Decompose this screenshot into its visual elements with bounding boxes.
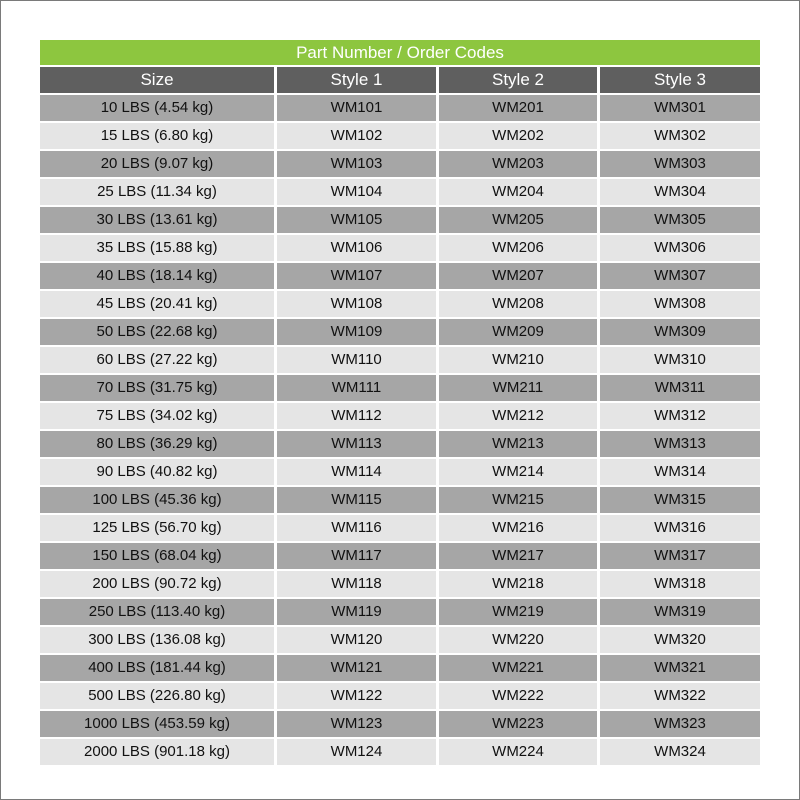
style-1-cell: WM113 — [277, 431, 436, 457]
size-cell: 35 LBS (15.88 kg) — [40, 235, 274, 261]
style-2-cell: WM207 — [439, 263, 597, 289]
style-2-cell: WM204 — [439, 179, 597, 205]
table-header-row — [40, 67, 760, 93]
size-cell: 50 LBS (22.68 kg) — [40, 319, 274, 345]
size-cell: 1000 LBS (453.59 kg) — [40, 711, 274, 737]
style-2-cell: WM211 — [439, 375, 597, 401]
table-row — [40, 291, 760, 317]
table-row — [40, 683, 760, 709]
style-3-cell: WM319 — [600, 599, 760, 625]
table-row — [40, 543, 760, 569]
table-row — [40, 487, 760, 513]
table-row — [40, 515, 760, 541]
style-1-cell: WM111 — [277, 375, 436, 401]
size-cell: 40 LBS (18.14 kg) — [40, 263, 274, 289]
style-2-cell: WM213 — [439, 431, 597, 457]
style-3-cell: WM307 — [600, 263, 760, 289]
size-cell: 75 LBS (34.02 kg) — [40, 403, 274, 429]
style-1-cell: WM119 — [277, 599, 436, 625]
size-cell: 100 LBS (45.36 kg) — [40, 487, 274, 513]
table-row — [40, 263, 760, 289]
table-row — [40, 571, 760, 597]
table-row — [40, 347, 760, 373]
style-2-cell: WM208 — [439, 291, 597, 317]
style-2-cell: WM222 — [439, 683, 597, 709]
table-row — [40, 403, 760, 429]
style-1-cell: WM112 — [277, 403, 436, 429]
style-1-cell: WM107 — [277, 263, 436, 289]
size-cell: 500 LBS (226.80 kg) — [40, 683, 274, 709]
table-row — [40, 375, 760, 401]
table-row — [40, 655, 760, 681]
style-3-cell: WM308 — [600, 291, 760, 317]
style-3-cell: WM315 — [600, 487, 760, 513]
table-row — [40, 599, 760, 625]
size-cell: 300 LBS (136.08 kg) — [40, 627, 274, 653]
style-1-cell: WM104 — [277, 179, 436, 205]
table-body — [40, 95, 760, 765]
style-3-cell: WM317 — [600, 543, 760, 569]
table-row — [40, 319, 760, 345]
size-cell: 15 LBS (6.80 kg) — [40, 123, 274, 149]
style-2-cell: WM205 — [439, 207, 597, 233]
style-1-cell: WM106 — [277, 235, 436, 261]
style-1-cell: WM117 — [277, 543, 436, 569]
style-2-cell: WM219 — [439, 599, 597, 625]
table-row — [40, 207, 760, 233]
style-3-cell: WM314 — [600, 459, 760, 485]
header-style-3: Style 3 — [600, 67, 760, 93]
table-row — [40, 151, 760, 177]
style-3-cell: WM323 — [600, 711, 760, 737]
size-cell: 200 LBS (90.72 kg) — [40, 571, 274, 597]
style-3-cell: WM312 — [600, 403, 760, 429]
table-row — [40, 627, 760, 653]
table-row — [40, 179, 760, 205]
table-row — [40, 431, 760, 457]
style-1-cell: WM114 — [277, 459, 436, 485]
table-row — [40, 711, 760, 737]
size-cell: 70 LBS (31.75 kg) — [40, 375, 274, 401]
size-cell: 2000 LBS (901.18 kg) — [40, 739, 274, 765]
style-1-cell: WM115 — [277, 487, 436, 513]
size-cell: 30 LBS (13.61 kg) — [40, 207, 274, 233]
style-3-cell: WM309 — [600, 319, 760, 345]
style-2-cell: WM221 — [439, 655, 597, 681]
style-3-cell: WM318 — [600, 571, 760, 597]
style-1-cell: WM118 — [277, 571, 436, 597]
style-3-cell: WM302 — [600, 123, 760, 149]
size-cell: 45 LBS (20.41 kg) — [40, 291, 274, 317]
style-2-cell: WM212 — [439, 403, 597, 429]
table-row — [40, 739, 760, 765]
style-2-cell: WM224 — [439, 739, 597, 765]
style-3-cell: WM310 — [600, 347, 760, 373]
size-cell: 90 LBS (40.82 kg) — [40, 459, 274, 485]
style-1-cell: WM101 — [277, 95, 436, 121]
style-3-cell: WM311 — [600, 375, 760, 401]
style-3-cell: WM303 — [600, 151, 760, 177]
size-cell: 250 LBS (113.40 kg) — [40, 599, 274, 625]
style-1-cell: WM116 — [277, 515, 436, 541]
header-style-1: Style 1 — [277, 67, 436, 93]
style-3-cell: WM324 — [600, 739, 760, 765]
style-1-cell: WM124 — [277, 739, 436, 765]
style-1-cell: WM109 — [277, 319, 436, 345]
table-row — [40, 235, 760, 261]
size-cell: 10 LBS (4.54 kg) — [40, 95, 274, 121]
style-3-cell: WM306 — [600, 235, 760, 261]
style-1-cell: WM121 — [277, 655, 436, 681]
style-3-cell: WM313 — [600, 431, 760, 457]
style-1-cell: WM123 — [277, 711, 436, 737]
style-1-cell: WM103 — [277, 151, 436, 177]
header-size: Size — [40, 67, 274, 93]
style-2-cell: WM217 — [439, 543, 597, 569]
style-2-cell: WM203 — [439, 151, 597, 177]
style-3-cell: WM305 — [600, 207, 760, 233]
style-3-cell: WM322 — [600, 683, 760, 709]
size-cell: 60 LBS (27.22 kg) — [40, 347, 274, 373]
table-row — [40, 459, 760, 485]
style-1-cell: WM102 — [277, 123, 436, 149]
style-1-cell: WM108 — [277, 291, 436, 317]
style-1-cell: WM105 — [277, 207, 436, 233]
table-title: Part Number / Order Codes — [40, 40, 760, 65]
style-2-cell: WM223 — [439, 711, 597, 737]
style-2-cell: WM214 — [439, 459, 597, 485]
style-2-cell: WM210 — [439, 347, 597, 373]
style-3-cell: WM321 — [600, 655, 760, 681]
style-2-cell: WM220 — [439, 627, 597, 653]
style-1-cell: WM122 — [277, 683, 436, 709]
style-1-cell: WM120 — [277, 627, 436, 653]
size-cell: 150 LBS (68.04 kg) — [40, 543, 274, 569]
size-cell: 20 LBS (9.07 kg) — [40, 151, 274, 177]
style-2-cell: WM202 — [439, 123, 597, 149]
style-3-cell: WM320 — [600, 627, 760, 653]
size-cell: 25 LBS (11.34 kg) — [40, 179, 274, 205]
style-2-cell: WM206 — [439, 235, 597, 261]
order-codes-table — [40, 40, 760, 767]
size-cell: 80 LBS (36.29 kg) — [40, 431, 274, 457]
style-2-cell: WM201 — [439, 95, 597, 121]
style-3-cell: WM304 — [600, 179, 760, 205]
table-row — [40, 123, 760, 149]
style-2-cell: WM216 — [439, 515, 597, 541]
style-3-cell: WM301 — [600, 95, 760, 121]
style-2-cell: WM215 — [439, 487, 597, 513]
style-3-cell: WM316 — [600, 515, 760, 541]
style-2-cell: WM209 — [439, 319, 597, 345]
table-row — [40, 95, 760, 121]
header-style-2: Style 2 — [439, 67, 597, 93]
size-cell: 400 LBS (181.44 kg) — [40, 655, 274, 681]
size-cell: 125 LBS (56.70 kg) — [40, 515, 274, 541]
style-1-cell: WM110 — [277, 347, 436, 373]
style-2-cell: WM218 — [439, 571, 597, 597]
